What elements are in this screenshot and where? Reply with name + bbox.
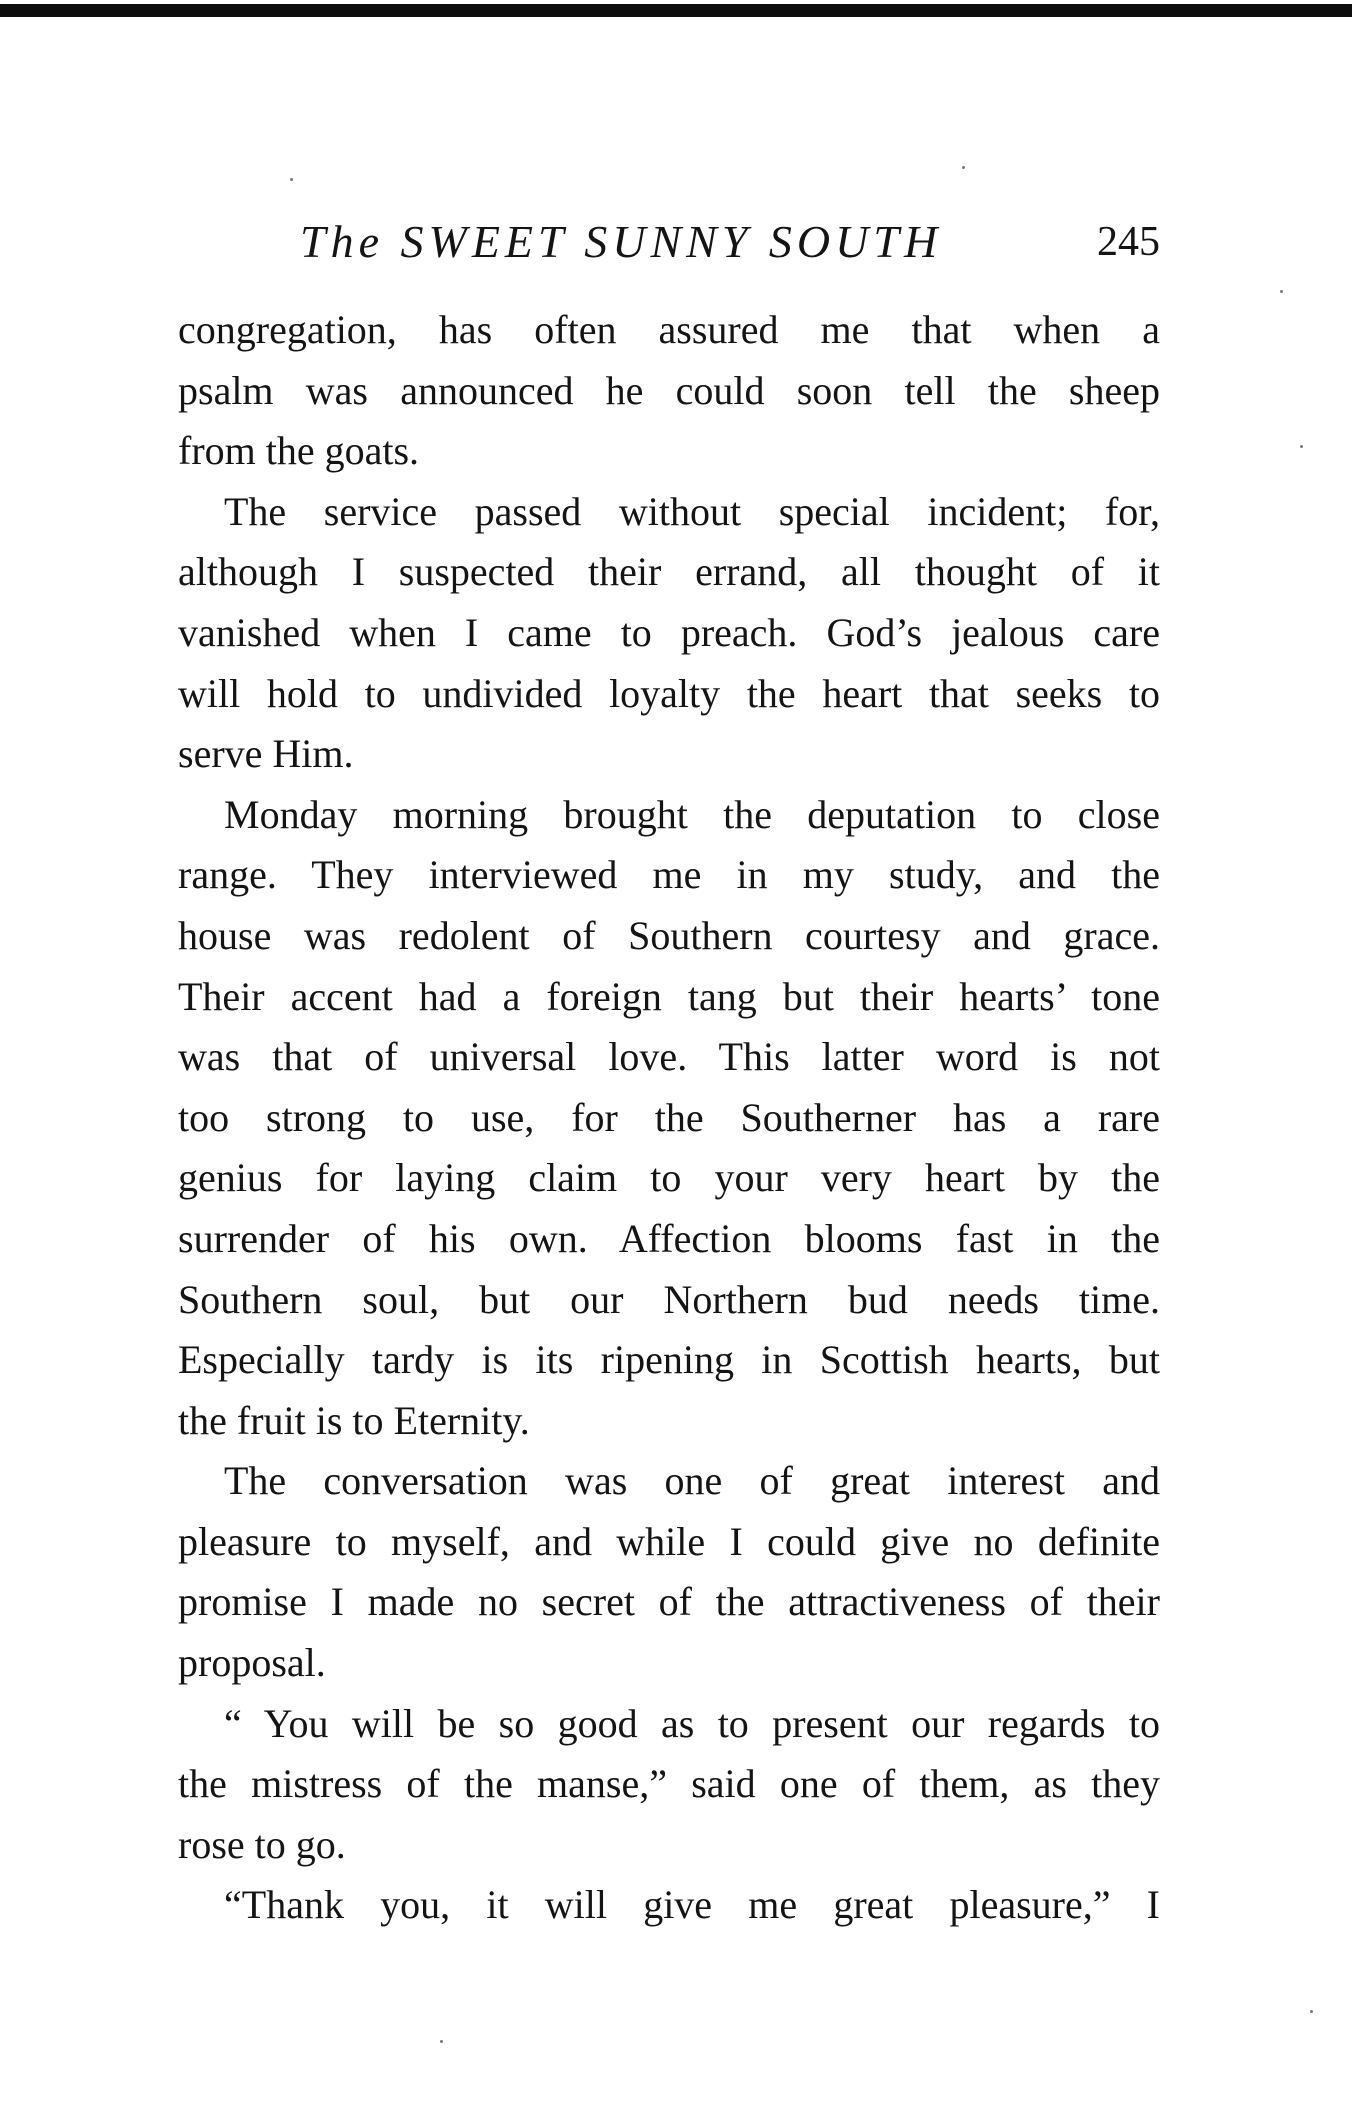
text-line: vanished when I came to preach. God’s jealous care bbox=[178, 609, 1160, 655]
scan-speck bbox=[1300, 445, 1303, 448]
text-line: the fruit is to Eternity. bbox=[178, 1397, 530, 1443]
text-line: pleasure to myself, and while I could give no definite bbox=[178, 1518, 1160, 1564]
text-line: “Thank you, it will give me great pleasure,” I bbox=[224, 1882, 1160, 1928]
scan-speck bbox=[440, 2040, 443, 2043]
scan-speck bbox=[1280, 290, 1283, 293]
text-line: “ You will be so good as to present our regards to bbox=[224, 1700, 1160, 1746]
body-text bbox=[178, 300, 1160, 1936]
text-line: rose to go. bbox=[178, 1821, 346, 1867]
running-title: The SWEET SUNNY SOUTH bbox=[300, 216, 943, 267]
text-line: genius for laying claim to your very heart by the bbox=[178, 1155, 1160, 1201]
text-line: serve Him. bbox=[178, 731, 354, 777]
text-line: too strong to use, for the Southerner has a rare bbox=[178, 1094, 1160, 1140]
running-head bbox=[300, 212, 1160, 272]
scan-speck bbox=[1310, 2010, 1313, 2013]
scan-speck bbox=[962, 166, 965, 169]
text-line: The conversation was one of great interest and bbox=[224, 1458, 1160, 1504]
text-line: Their accent had a foreign tang but their hearts’ tone bbox=[178, 973, 1160, 1019]
text-line: The service passed without special incident; for, bbox=[224, 488, 1160, 534]
text-line: promise I made no secret of the attractiveness of their bbox=[178, 1579, 1160, 1625]
text-line: Monday morning brought the deputation to close bbox=[224, 791, 1160, 837]
text-line: Southern soul, but our Northern bud needs time. bbox=[178, 1276, 1160, 1322]
text-line: although I suspected their errand, all thought of it bbox=[178, 549, 1160, 595]
text-line: the mistress of the manse,” said one of them, as they bbox=[178, 1761, 1160, 1807]
text-line: congregation, has often assured me that when a bbox=[178, 307, 1160, 352]
scan-speck bbox=[290, 178, 293, 181]
text-line: from the goats. bbox=[178, 428, 420, 474]
text-line: will hold to undivided loyalty the heart that seeks to bbox=[178, 670, 1160, 716]
top-border-rule bbox=[0, 4, 1352, 17]
text-line: house was redolent of Southern courtesy and grace. bbox=[178, 912, 1160, 958]
text-line: Especially tardy is its ripening in Scottish hearts, but bbox=[178, 1337, 1160, 1383]
text-line: range. They interviewed me in my study, and the bbox=[178, 852, 1160, 898]
text-line: was that of universal love. This latter word is not bbox=[178, 1034, 1160, 1080]
text-line: psalm was announced he could soon tell the sheep bbox=[178, 367, 1160, 413]
text-line: surrender of his own. Affection blooms fast in the bbox=[178, 1215, 1160, 1261]
text-line: proposal. bbox=[178, 1640, 326, 1686]
page-number: 245 bbox=[1097, 219, 1160, 265]
